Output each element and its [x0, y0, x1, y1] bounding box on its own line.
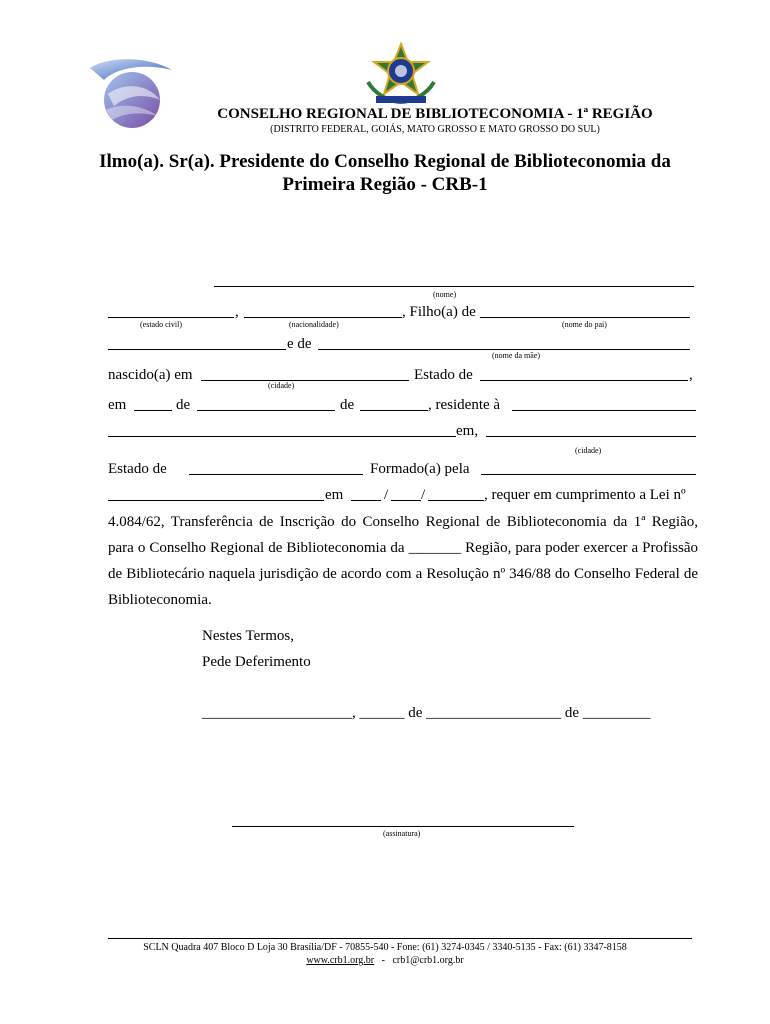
nascido-em-label: nascido(a) em — [108, 367, 193, 383]
filho-de-label: , Filho(a) de — [402, 304, 476, 320]
footer-separator: - — [381, 955, 385, 966]
footer-address: SCLN Quadra 407 Bloco D Loja 30 Brasília/DF - 70855-540 - Fone: (61) 3274-0345 / 3340-5135 - Fax: (61) 3347-8158 — [143, 942, 627, 953]
footer-divider — [108, 938, 692, 939]
estado-civil-hint: (estado civil) — [140, 320, 182, 329]
nome-pai-hint: (nome do pai) — [562, 320, 607, 329]
coat-of-arms-icon — [362, 42, 440, 106]
comma-sep: , — [235, 304, 239, 320]
cidade-hint-2: (cidade) — [575, 446, 602, 455]
signature-field[interactable] — [232, 826, 574, 827]
email-link[interactable]: crb1@crb1.org.br — [392, 955, 464, 966]
instituicao-field[interactable] — [481, 474, 696, 475]
mes-field[interactable] — [197, 410, 335, 411]
estado-de-label-2: Estado de — [108, 461, 167, 477]
formado-pela-label: Formado(a) pela — [370, 461, 470, 477]
cidade-residencia-field[interactable] — [486, 436, 696, 437]
formatura-ano-field[interactable] — [428, 500, 484, 501]
residente-label: , residente à — [428, 397, 501, 413]
nacionalidade-hint: (nacionalidade) — [289, 320, 339, 329]
name-field[interactable] — [214, 286, 694, 287]
formatura-dia-field[interactable] — [351, 500, 381, 501]
em-label: em — [108, 397, 127, 413]
requer-label: , requer em cumprimento a Lei nº — [484, 487, 686, 503]
website-link[interactable]: www.crb1.org.br — [306, 955, 375, 966]
estado-nascimento-field[interactable] — [480, 380, 688, 381]
estado-residencia-field[interactable] — [189, 474, 363, 475]
endereco-line-2[interactable] — [108, 436, 456, 437]
footer-contacts — [0, 955, 770, 966]
em-comma-label: em, — [456, 423, 479, 439]
estado-civil-field[interactable] — [108, 317, 234, 318]
cidade-hint-1: (cidade) — [268, 381, 295, 390]
org-jurisdiction: (DISTRITO FEDERAL, GOIÁS, MATO GROSSO E MATO GROSSO DO SUL) — [270, 124, 600, 135]
pede-deferimento: Pede Deferimento — [202, 654, 311, 670]
nome-pai-field[interactable] — [480, 317, 690, 318]
formatura-mes-field[interactable] — [391, 500, 421, 501]
nome-mae-field[interactable] — [318, 349, 690, 350]
nestes-termos: Nestes Termos, — [202, 628, 294, 644]
cidade-nascimento-field[interactable] — [201, 380, 409, 381]
nacionalidade-field[interactable] — [244, 317, 402, 318]
mae-prefix-line[interactable] — [108, 349, 286, 350]
org-name: CONSELHO REGIONAL DE BIBLIOTECONOMIA - 1ª REGIÃO — [217, 106, 653, 122]
date-line[interactable]: ____________________, ______ de __________________ de _________ — [202, 705, 651, 721]
signature-hint: (assinatura) — [383, 829, 421, 838]
de-label-2: de — [340, 397, 355, 413]
slash-2: / — [421, 487, 426, 503]
name-hint: (nome) — [433, 290, 457, 299]
slash-1: / — [384, 487, 389, 503]
curso-field[interactable] — [108, 500, 324, 501]
nome-mae-hint: (nome da mãe) — [492, 351, 540, 360]
e-de-label: e de — [287, 336, 312, 352]
em-label-2: em — [325, 487, 344, 503]
title-line-2: Primeira Região - CRB-1 — [282, 174, 488, 195]
ano-field[interactable] — [360, 410, 428, 411]
de-label-1: de — [176, 397, 191, 413]
request-paragraph: 4.084/62, Transferência de Inscrição do Conselho Regional de Biblioteconomia da 1ª Região, para o Conselho Regional de Biblioteconomia da _______ Região, para poder exercer a Profissão de Bibliotecário naquela jurisdição de acordo com a Resolução nº 346/88 do Conselho Federal de Biblioteconomia. — [108, 514, 698, 608]
dia-field[interactable] — [134, 410, 172, 411]
estado-de-label: Estado de — [414, 367, 473, 383]
endereco-field[interactable] — [512, 410, 696, 411]
page-title — [0, 150, 770, 196]
trailing-comma: , — [689, 367, 693, 383]
title-line-1: Ilmo(a). Sr(a). Presidente do Conselho Regional de Biblioteconomia da — [99, 151, 671, 172]
